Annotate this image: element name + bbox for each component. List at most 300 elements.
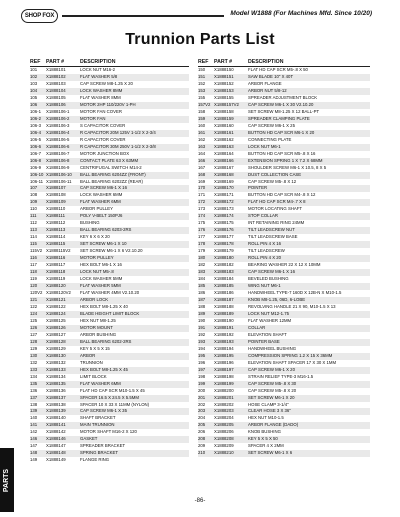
part-number-cell: X1888191 <box>214 324 234 330</box>
part-number-cell: X1888189 <box>214 310 234 316</box>
description-cell: FLAT WASHER 6MM <box>80 380 121 386</box>
part-number-cell: X1888158 <box>214 108 234 114</box>
part-number-cell: X1888106-5 <box>46 136 70 142</box>
part-number-cell: X1888125 <box>46 317 66 323</box>
description-cell: ARBOR <box>80 352 96 358</box>
ref-cell: 133 <box>30 366 38 372</box>
description-cell: ROLL PIN 4 X 16 <box>248 241 282 247</box>
table-row <box>30 123 189 130</box>
table-row <box>30 325 189 332</box>
part-number-cell: X1888157V2 <box>214 101 239 107</box>
part-number-cell: X1888114 <box>46 234 66 240</box>
table-row <box>30 367 189 374</box>
part-number-cell: X1888177 <box>214 234 234 240</box>
part-number-cell: X1888149 <box>46 457 66 463</box>
table-row <box>30 158 189 165</box>
ref-cell: 164 <box>198 150 206 156</box>
ref-cell: 199 <box>198 380 206 386</box>
ref-cell: 106-10 <box>30 171 44 177</box>
table-row <box>30 137 189 144</box>
part-number-cell: X1888136 <box>46 387 66 393</box>
ref-cell: 169 <box>198 178 206 184</box>
table-row <box>30 151 189 158</box>
ref-cell: 115V2 <box>30 248 43 254</box>
description-cell: BUTTON HD CAP SCR M5-.8 X 16 <box>248 150 316 156</box>
description-cell: S CAPACITOR COVER <box>80 122 126 128</box>
part-number-cell: X1888129 <box>46 345 66 351</box>
ref-cell: 106-9 <box>30 164 41 170</box>
table-body <box>198 67 370 457</box>
table-row <box>198 144 370 151</box>
table-row <box>198 81 370 88</box>
table-row <box>198 297 370 304</box>
table-row <box>198 213 370 220</box>
table-row <box>198 206 370 213</box>
ref-cell: 139 <box>30 408 38 414</box>
side-tab-label: PARTS <box>3 468 11 492</box>
description-cell: FLANGE RING <box>80 457 110 463</box>
description-cell: SPACER 10 X 33 X 11MM (NYLON) <box>80 401 150 407</box>
part-number-cell: X1888209 <box>214 443 234 449</box>
part-number-cell: X1888146 <box>46 436 66 442</box>
ref-cell: 106-4 <box>30 129 41 135</box>
table-row <box>30 374 189 381</box>
description-cell: WING NUT M6-1 <box>248 283 281 289</box>
part-number-cell: X1888187 <box>214 296 234 302</box>
description-cell: SET SCREW M8-1.25 X 12 BALL-PT <box>248 108 320 114</box>
table-row <box>198 381 370 388</box>
description-cell: SAW BLADE 10" X 40T <box>248 73 294 79</box>
ref-cell: 141 <box>30 422 38 428</box>
ref-cell: 200 <box>198 387 206 393</box>
table-row <box>198 422 370 429</box>
brand-logo: SHOP FOX <box>21 9 58 23</box>
part-number-cell: X1888111 <box>46 213 65 219</box>
table-row <box>198 262 370 269</box>
part-number-cell: X1888164 <box>214 150 234 156</box>
table-row <box>198 185 370 192</box>
part-number-cell: X1888174 <box>214 213 234 219</box>
parts-table-right <box>198 57 370 457</box>
table-row <box>198 137 370 144</box>
description-cell: CAP SCREW M6-1 X 16 <box>248 269 295 275</box>
description-cell: CAP SCREW M6-1 X 35 <box>80 408 127 414</box>
part-number-cell: X1888122 <box>46 303 66 309</box>
ref-cell: 147 <box>30 443 38 449</box>
table-header <box>198 57 370 67</box>
table-row <box>30 213 189 220</box>
description-cell: GASKET <box>80 436 98 442</box>
part-number-cell: X1888210 <box>214 450 234 456</box>
description-cell: MOTOR PULLEY <box>80 255 114 261</box>
part-number-cell: X1888120 <box>46 283 66 289</box>
part-number-cell: X1888124 <box>46 310 66 316</box>
part-number-cell: X1888113 <box>46 227 66 233</box>
parts-table-left <box>30 57 189 464</box>
description-cell: POLY V-BELT 150PJ6 <box>80 213 123 219</box>
description-cell: HANDWHEEL BUSHING <box>248 345 297 351</box>
description-cell: SPACER 16.5 X 24.5 X 5.5MM <box>80 394 139 400</box>
table-row <box>30 220 189 227</box>
ref-cell: 106-11 <box>30 178 44 184</box>
ref-cell: 114 <box>30 234 37 240</box>
part-number-cell: X1888194 <box>214 345 234 351</box>
description-cell: CAP SCREW M8-1.25 X 20 <box>80 80 133 86</box>
part-number-cell: X1888190 <box>214 317 234 323</box>
ref-cell: 129 <box>30 345 38 351</box>
ref-cell: 187 <box>198 296 206 302</box>
table-row <box>30 185 189 192</box>
description-cell: ARBOR LOCK <box>80 296 109 302</box>
table-row <box>198 325 370 332</box>
ref-cell: 150 <box>198 67 206 72</box>
ref-cell: 151 <box>198 73 206 79</box>
table-row <box>198 353 370 360</box>
ref-cell: 106-7 <box>30 150 41 156</box>
description-cell: KNOB M8-1.25, 06D, 6-LOBE <box>248 296 306 302</box>
ref-cell: 162 <box>198 136 206 142</box>
description-cell: REVOLVING HANDLE 21 X 90, M10-1.5 X 13 <box>248 303 336 309</box>
table-row <box>30 255 189 262</box>
ref-cell: 103 <box>30 80 38 86</box>
ref-cell: 177 <box>198 234 206 240</box>
part-number-cell: X1888106-2 <box>46 115 70 121</box>
table-row <box>30 297 189 304</box>
table-row <box>30 206 189 213</box>
ref-cell: 113 <box>30 227 37 233</box>
ref-cell: 111 <box>30 213 37 219</box>
part-number-cell: X1888134 <box>46 373 66 379</box>
part-number-cell: X1888186 <box>214 290 234 295</box>
description-cell: FLAT HD CAP SCR M5-.8 X 50 <box>248 67 308 72</box>
part-number-cell: X1888150 <box>214 67 234 72</box>
description-cell: ARBOR NUT 5/8-12 <box>248 87 287 93</box>
description-cell: MOTOR 2HP 110/220V 1-PH <box>80 101 136 107</box>
table-row <box>30 408 189 415</box>
table-row <box>30 241 189 248</box>
part-number-cell: X1888169 <box>214 178 234 184</box>
table-row <box>198 116 370 123</box>
description-cell: HEX NUT M10-1.5 <box>248 415 284 421</box>
part-number-cell: X1888130 <box>46 352 66 358</box>
ref-cell: 175 <box>198 220 206 226</box>
table-row <box>198 179 370 186</box>
description-cell: LOCK WASHER 5MM <box>80 276 123 282</box>
ref-cell: 174 <box>198 213 206 219</box>
description-cell: BEARING WASHER 22 X 12 X 10MM <box>248 262 321 268</box>
part-number-cell: X1888141 <box>46 422 66 428</box>
description-cell: MOTOR FAN <box>80 115 106 121</box>
table-row <box>30 248 189 255</box>
ref-cell: 183 <box>198 269 206 275</box>
table-row <box>30 109 189 116</box>
part-number-cell: X1888106-10 <box>46 171 72 177</box>
part-number-cell: X1888182 <box>214 262 234 268</box>
part-number-cell: X1888170 <box>214 185 234 191</box>
ref-cell: 107 <box>30 185 38 191</box>
table-body <box>30 67 189 464</box>
table-row <box>198 95 370 102</box>
part-number-cell: X1888142 <box>46 429 66 435</box>
ref-cell: 112 <box>30 220 37 226</box>
ref-cell: 196 <box>198 359 206 365</box>
table-row <box>198 388 370 395</box>
part-number-cell: X1888105 <box>46 94 66 100</box>
part-number-cell: X1888106 <box>46 101 66 107</box>
part-number-cell: X1888193 <box>214 338 234 344</box>
ref-cell: 193 <box>198 338 206 344</box>
description-cell: MOTOR SHAFT M16-2 X 120 <box>80 429 137 435</box>
ref-cell: 110 <box>30 206 37 212</box>
description-cell: SHOULDER SCREW M6-1 X 10.5, 8 X 5 <box>248 164 327 170</box>
table-row <box>198 220 370 227</box>
table-row <box>198 429 370 436</box>
description-cell: BUTTON HD CAP SCR M4-.8 X 12 <box>248 192 316 198</box>
description-cell: SET SCREW M6-1 X 10 <box>80 241 127 247</box>
part-number-cell: X1888201 <box>214 394 234 400</box>
description-cell: SPREADER ADJUSTMENT BLOCK <box>248 94 318 100</box>
table-row <box>30 332 189 339</box>
table-row <box>198 360 370 367</box>
part-number-cell: X1888115V2 <box>46 248 71 254</box>
ref-cell: 116 <box>30 255 37 261</box>
part-number-cell: X1888132 <box>46 359 66 365</box>
table-row <box>30 130 189 137</box>
table-row <box>30 311 189 318</box>
part-number-cell: X1888166 <box>214 157 234 163</box>
ref-cell: 132 <box>30 359 38 365</box>
description-cell: SHAFT BRACKET <box>80 415 116 421</box>
part-number-cell: X1888184 <box>214 276 234 282</box>
table-row <box>198 318 370 325</box>
ref-cell: 208 <box>198 436 206 442</box>
ref-cell: 184 <box>198 276 206 282</box>
ref-cell: 209 <box>198 443 206 449</box>
part-number-cell: X1888199 <box>214 380 234 386</box>
description-cell: FLAT WASHER 4MM V2.10.20 <box>80 290 140 295</box>
part-number-cell: X1888107 <box>46 185 66 191</box>
part-number-cell: X1888112 <box>46 220 66 226</box>
description-cell: ARBOR BUSHING <box>80 331 117 337</box>
ref-cell: 173 <box>198 206 206 212</box>
table-row <box>198 241 370 248</box>
description-cell: FLAT HD CAP SCR M4-.7 X 8 <box>248 199 306 205</box>
table-row <box>198 151 370 158</box>
description-cell: SET SCREW M6-1 X 6 <box>248 450 293 456</box>
part-number-cell: X1888120V2 <box>46 290 71 295</box>
description-cell: FLAT WASHER 5/8 <box>80 73 118 79</box>
part-number-cell: X1888160 <box>214 122 234 128</box>
description-cell: INT RETAINING RING 24MM <box>248 220 305 226</box>
table-row <box>30 81 189 88</box>
ref-cell: 192 <box>198 331 206 337</box>
col-ref-header: REF <box>30 59 41 65</box>
table-row <box>198 346 370 353</box>
ref-cell: 166 <box>198 157 206 163</box>
part-number-cell: X1888148 <box>46 450 66 456</box>
description-cell: ARBOR PULLEY <box>80 206 113 212</box>
part-number-cell: X1888172 <box>214 199 234 205</box>
ref-cell: 158 <box>198 108 206 114</box>
part-number-cell: X1888106-9 <box>46 164 70 170</box>
ref-cell: 128 <box>30 338 38 344</box>
col-ref-header: REF <box>198 59 209 65</box>
description-cell: BALL BEARING 6202ZZ (REAR) <box>80 178 143 184</box>
description-cell: COLLAR <box>248 324 266 330</box>
description-cell: BALL BEARING 6204ZZ (FRONT) <box>80 171 146 177</box>
ref-cell: 201 <box>198 394 206 400</box>
description-cell: POINTER <box>248 185 268 191</box>
table-row <box>30 353 189 360</box>
part-number-cell: X1888206 <box>214 429 234 435</box>
description-cell: MAIN TRUNNION <box>80 422 115 428</box>
table-row <box>30 269 189 276</box>
table-row <box>198 88 370 95</box>
table-row <box>198 450 370 457</box>
part-number-cell: X1888119 <box>46 276 66 282</box>
description-cell: CAP SCREW M6-1 X 16 <box>80 185 127 191</box>
part-number-cell: X1888106-8 <box>46 157 70 163</box>
part-number-cell: X1888115 <box>46 241 66 247</box>
description-cell: CAP SCREW M5-.8 X 20 <box>248 387 297 393</box>
description-cell: LOCK NUT M5-.8 <box>80 269 114 275</box>
ref-cell: 171 <box>198 192 206 198</box>
part-number-cell: X1888140 <box>46 415 66 421</box>
ref-cell: 121 <box>30 296 38 302</box>
part-number-cell: X1888139 <box>46 408 66 414</box>
description-cell: HOSE CLAMP 3-1/4" <box>248 401 289 407</box>
ref-cell: 195 <box>198 352 206 358</box>
page-number: -86- <box>194 498 206 504</box>
part-number-cell: X1888102 <box>46 73 66 79</box>
table-row <box>198 255 370 262</box>
ref-cell: 202 <box>198 401 206 407</box>
description-cell: BUSHING <box>80 220 100 226</box>
ref-cell: 203 <box>198 408 206 414</box>
description-cell: CONNECTING PLATE <box>248 136 292 142</box>
description-cell: CAP SCREW M5-.8 X 12 <box>248 178 297 184</box>
description-cell: ARBOR FLANGE <box>248 80 282 86</box>
table-row <box>198 402 370 409</box>
ref-cell: 157V2 <box>198 101 211 107</box>
description-cell: FLAT WASHER 8MM <box>80 94 121 100</box>
table-row <box>30 116 189 123</box>
table-row <box>198 269 370 276</box>
table-row <box>198 304 370 311</box>
ref-cell: 191 <box>198 324 206 330</box>
part-number-cell: X1888153 <box>214 87 234 93</box>
table-row <box>30 450 189 457</box>
table-row <box>30 88 189 95</box>
ref-cell: 205 <box>198 422 206 428</box>
description-cell: POINTER BASE <box>248 338 280 344</box>
ref-cell: 115 <box>30 241 37 247</box>
description-cell: SPACER 4 X 2MM <box>248 443 284 449</box>
col-desc-header: DESCRIPTION <box>248 59 284 65</box>
col-part-header: PART # <box>46 59 65 65</box>
description-cell: FLAT WASHER 6MM <box>80 199 121 205</box>
ref-cell: 122 <box>30 303 38 309</box>
part-number-cell: X1888104 <box>46 87 66 93</box>
description-cell: CAP SCREW M6-1 X 20 <box>248 366 295 372</box>
ref-cell: 104 <box>30 87 38 93</box>
table-row <box>198 415 370 422</box>
description-cell: LOCK NUT M12-1.75 <box>248 310 289 316</box>
table-row <box>198 165 370 172</box>
part-number-cell: X1888152 <box>214 80 234 86</box>
description-cell: ROLL PIN 4 X 20 <box>248 255 282 261</box>
description-cell: CAP SCREW M6-1 X 30 V2.10.20 <box>248 101 314 107</box>
table-row <box>30 165 189 172</box>
ref-cell: 136 <box>30 387 38 393</box>
description-cell: BALL BEARING 6202-2RS <box>80 338 132 344</box>
description-cell: TILT LEADSCREW BASE <box>248 234 298 240</box>
part-number-cell: X1888151 <box>214 73 234 79</box>
ref-cell: 186 <box>198 290 206 295</box>
ref-cell: 105 <box>30 94 38 100</box>
table-row <box>30 402 189 409</box>
description-cell: LOCK NUT M6-1 <box>248 143 281 149</box>
table-row <box>198 276 370 283</box>
table-row <box>30 144 189 151</box>
col-part-header: PART # <box>214 59 233 65</box>
table-row <box>198 109 370 116</box>
part-number-cell: X1888200 <box>214 387 234 393</box>
description-cell: R CAPACITOR COVER <box>80 136 126 142</box>
description-cell: ARBOR FLANGE (DADO) <box>248 422 299 428</box>
part-number-cell: X1888179 <box>214 248 234 254</box>
description-cell: EXTENSION SPRING 1 X 7.2 X 68MM <box>248 157 323 163</box>
ref-cell: 190 <box>198 317 206 323</box>
ref-cell: 159 <box>198 115 206 121</box>
description-cell: TRUNNION <box>80 359 103 365</box>
part-number-cell: X1888197 <box>214 366 234 372</box>
ref-cell: 167 <box>198 164 206 170</box>
description-cell: ELEVATION SHAFT SPACER 17 X 30 X 1MM <box>248 359 337 365</box>
description-cell: SET SCREW M6-1 X 6 V2.10.20 <box>80 248 143 254</box>
ref-cell: 210 <box>198 450 206 456</box>
ref-cell: 117 <box>30 262 37 268</box>
col-desc-header: DESCRIPTION <box>80 59 116 65</box>
description-cell: SPRING BRACKET <box>80 450 118 456</box>
table-row <box>30 422 189 429</box>
part-number-cell: X1888208 <box>214 436 234 442</box>
table-row <box>198 311 370 318</box>
part-number-cell: X1888162 <box>214 136 234 142</box>
part-number-cell: X1888171 <box>214 192 234 198</box>
description-cell: KEY 5 X 5 X 50 <box>248 436 278 442</box>
description-cell: SPREADER BRACKET <box>80 443 126 449</box>
description-cell: LOCK NUT M16-2 <box>80 67 116 72</box>
ref-cell: 130 <box>30 352 38 358</box>
table-row <box>198 374 370 381</box>
ref-cell: 125 <box>30 317 38 323</box>
description-cell: HEX BOLT M6-1 X 16 <box>80 262 122 268</box>
description-cell: BLADE HEIGHT LIMIT BLOCK <box>80 310 140 316</box>
part-number-cell: X1888147 <box>46 443 66 449</box>
table-row <box>30 74 189 81</box>
ref-cell: 189 <box>198 310 206 316</box>
description-cell: KEY 6 X 6 X 20 <box>80 234 110 240</box>
ref-cell: 109 <box>30 199 38 205</box>
ref-cell: 172 <box>198 199 206 205</box>
part-number-cell: X1888204 <box>214 415 234 421</box>
description-cell: MOTOR LOCATING SHAFT <box>248 206 303 212</box>
table-row <box>30 227 189 234</box>
part-number-cell: X1888109 <box>46 199 66 205</box>
description-cell: SET SCREW M6-1 X 20 <box>248 394 295 400</box>
part-number-cell: X1888106-6 <box>46 143 70 149</box>
